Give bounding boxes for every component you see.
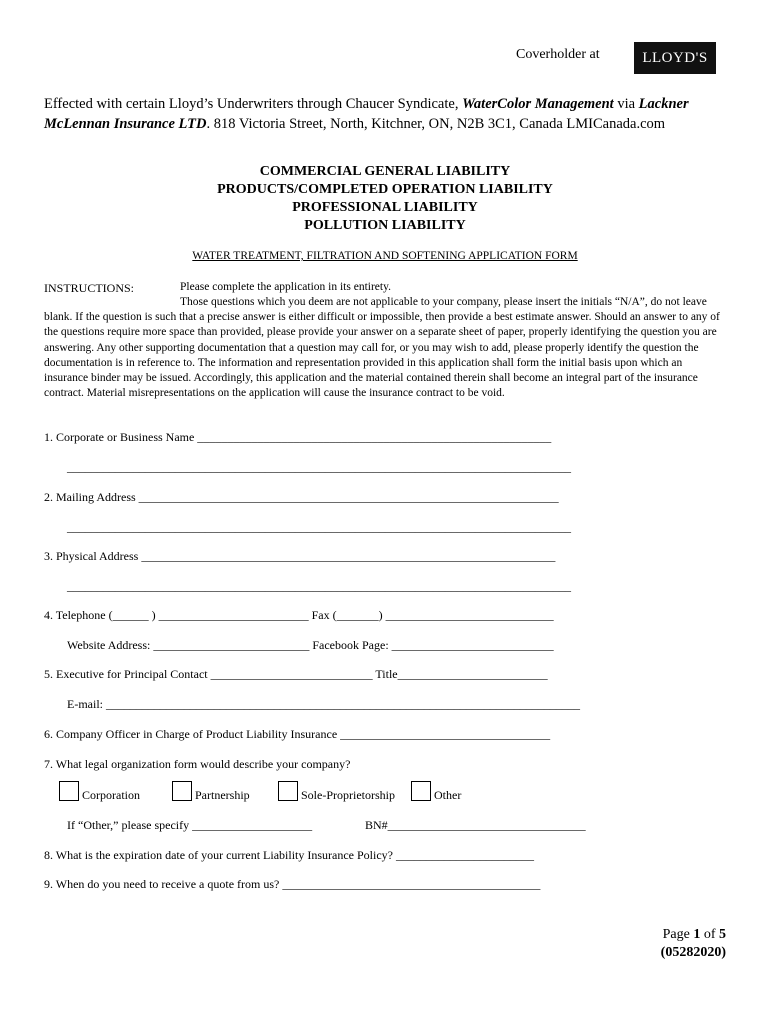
q6-company-officer[interactable]: 6. Company Officer in Charge of Product Liability Insurance ___________________________________ <box>44 727 551 741</box>
coverage-titles <box>0 163 770 235</box>
sole-proprietorship-label: Sole-Proprietorship <box>301 788 395 802</box>
page-total: 5 <box>719 927 726 942</box>
corporation-label: Corporation <box>82 788 140 802</box>
q2-mailing-address[interactable]: 2. Mailing Address ______________________________________________________________________ <box>44 490 559 504</box>
other-checkbox[interactable] <box>411 781 431 801</box>
partnership-checkbox[interactable] <box>172 781 192 801</box>
page-number: 1 <box>693 927 701 942</box>
form-title: WATER TREATMENT, FILTRATION AND SOFTENING APPLICATION FORM <box>192 250 578 262</box>
q2-continuation-line[interactable]: ____________________________________________________________________________________ <box>67 520 571 534</box>
watercolor-name: WaterColor Management <box>462 96 614 112</box>
lloyds-logo: LLOYD'S <box>634 42 716 74</box>
q1-business-name[interactable]: 1. Corporate or Business Name ___________________________________________________________ <box>44 430 552 444</box>
title-line: PROFESSIONAL LIABILITY <box>292 200 478 215</box>
instructions-first-line: Please complete the application in its entirety. <box>180 281 391 293</box>
coverholder-label: Coverholder at <box>516 47 600 62</box>
sole-proprietorship-checkbox[interactable] <box>278 781 298 801</box>
q3-physical-address[interactable]: 3. Physical Address _____________________________________________________________________ <box>44 549 556 563</box>
bn-number-field[interactable]: BN#_________________________________ <box>365 818 586 832</box>
instructions-label: INSTRUCTIONS: <box>44 281 135 295</box>
title-line: POLLUTION LIABILITY <box>304 218 466 233</box>
q9-quote-date[interactable]: 9. When do you need to receive a quote from us? ___________________________________________ <box>44 877 541 891</box>
address-text: . 818 Victoria Street, North, Kitchner, ON, N2B 3C1, Canada LMICanada.com <box>206 116 666 132</box>
q3-continuation-line[interactable]: ____________________________________________________________________________________ <box>67 579 571 593</box>
page-indicator: Page 1 of 5 <box>662 927 726 942</box>
q8-expiration-date[interactable]: 8. What is the expiration date of your current Liability Insurance Policy? _______________________ <box>44 848 535 862</box>
q5-email[interactable]: E-mail: _______________________________________________________________________________ <box>67 697 580 711</box>
title-line: COMMERCIAL GENERAL LIABILITY <box>259 164 511 179</box>
effected-prefix: Effected with certain Lloyd’s Underwriters through Chaucer Syndicate, <box>44 96 463 112</box>
q5-principal-contact[interactable]: 5. Executive for Principal Contact ___________________________ Title_________________________ <box>44 667 548 681</box>
effected-statement <box>44 94 734 134</box>
q7-legal-form: 7. What legal organization form would describe your company? <box>44 757 351 771</box>
partnership-label: Partnership <box>195 788 250 802</box>
q1-continuation-line[interactable]: ____________________________________________________________________________________ <box>67 460 571 474</box>
q4-telephone-fax[interactable]: 4. Telephone (______ ) _________________________ Fax (_______) ____________________________ <box>44 608 554 622</box>
via-word: via <box>613 96 639 112</box>
instructions-body: Those questions which you deem are not applicable to your company, please insert the initials “N/A”, do not leave blank. If the question is such that a precise answer is either difficult or impossible, then provide a best estimate answer. Should an answer to any of the questions require more space than provided, please provide your answer on a separate sheet of paper, properly identifying the question you are answering. Any other supporting documentation that a question may call for, or you may wish to add, please properly identify the question the documentation is in reference to. The information and representation provided in this application shall form the initial basis upon which an insurance binder may be issued. Accordingly, this application and the material contained therein shall become an integral part of the insurance contract. Material misrepresentations on the application will cause the insurance contract to be void. <box>44 296 720 400</box>
page-footer <box>661 926 726 962</box>
q7-other-specify[interactable]: If “Other,” please specify ____________________ <box>67 818 313 832</box>
lackner-name: Lackner McLennan Insurance LTD <box>44 96 689 132</box>
form-code: (05282020) <box>660 945 726 960</box>
corporation-checkbox[interactable] <box>59 781 79 801</box>
title-line: PRODUCTS/COMPLETED OPERATION LIABILITY <box>217 182 553 197</box>
other-label: Other <box>434 788 462 802</box>
q4-website-facebook[interactable]: Website Address: __________________________ Facebook Page: ___________________________ <box>67 638 554 652</box>
